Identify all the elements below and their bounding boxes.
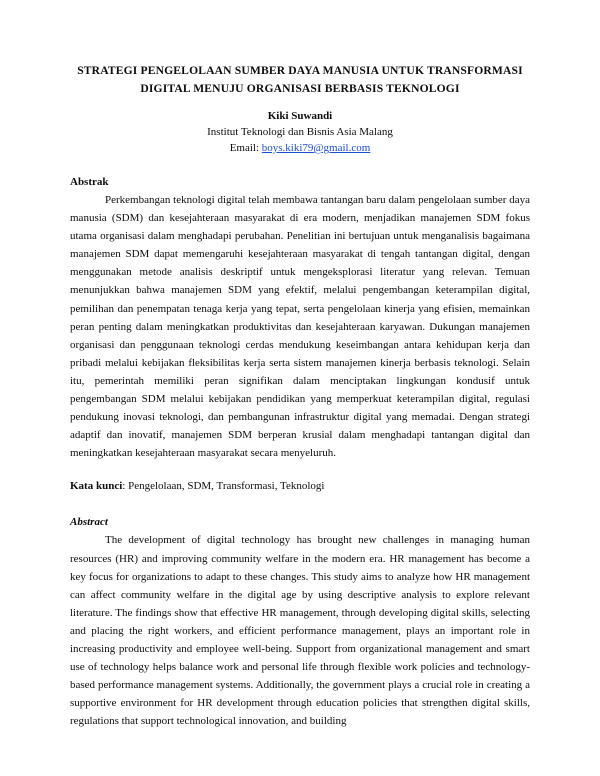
abstract-en-body: The development of digital technology has brought new challenges in managing human resources (HR) and improving community welfare in the modern era. HR management has become a key focus for organizations to adapt to these changes. This study aims to analyze how HR management can affect community welfare in the digital age by using descriptive analysis to explore relevant literature. The findings show that effective HR management, through developing digital skills, selecting and placing the right workers, and efficient performance management, plays an important role in increasing productivity and employee well-being. Support from organizational management and smart use of technology helps balance work and personal life through flexible work policies and technology-based performance management systems. Additionally, the government plays a crucial role in creating a supportive environment for HR development through education policies that strengthen digital skills, regulations that support technological innovation, and building — [70, 534, 530, 728]
email-label: Email: — [229, 142, 260, 154]
keywords-separator: : — [122, 480, 129, 493]
email-line — [70, 140, 530, 156]
author-affiliation: Institut Teknologi dan Bisnis Asia Malang — [207, 126, 393, 138]
author-name: Kiki Suwandi — [267, 110, 333, 122]
page-content — [70, 62, 530, 730]
keywords-value: Pengelolaan, SDM, Transformasi, Teknologi — [128, 480, 325, 493]
abstrak-heading: Abstrak — [70, 176, 109, 188]
page-title: STRATEGI PENGELOLAAN SUMBER DAYA MANUSIA UNTUK TRANSFORMASI DIGITAL MENUJU ORGANISASI BERBASIS TEKNOLOGI — [77, 64, 523, 95]
keywords-line — [70, 478, 530, 494]
keywords-label: Kata kunci — [70, 480, 123, 493]
abstrak-body: Perkembangan teknologi digital telah membawa tantangan baru dalam pengelolaan sumber daya manusia (SDM) dan kesejahteraan masyarakat di era modern, menjadikan manajemen SDM fokus utama organisasi dalam menghadapi perubahan. Penelitian ini bertujuan untuk menganalisis bagaimana manajemen SDM dapat memengaruhi kesejahteraan masyarakat di tengah tantangan digital, dengan menggunakan metode analisis deskriptif untuk mengeksplorasi literatur yang relevan. Temuan menunjukkan bahwa manajemen SDM yang efektif, melalui pengembangan keterampilan digital, pemilihan dan penempatan tenaga kerja yang tepat, serta pengelolaan kinerja yang efisien, memainkan peran penting dalam meningkatkan produktivitas dan kesejahteraan karyawan. Dukungan manajemen organisasi dan penggunaan teknologi cerdas mendukung keseimbangan antara kehidupan kerja dan pribadi melalui kebijakan fleksibilitas kerja serta sistem manajemen kinerja berbasis teknologi. Selain itu, pemerintah memiliki peran signifikan dalam menciptakan lingkungan kondusif untuk pengembangan SDM melalui kebijakan pendidikan yang memperkuat keterampilan digital, regulasi pendukung inovasi teknologi, dan pembangunan infrastruktur digital yang memadai. Dengan strategi adaptif dan inovatif, manajemen SDM berperan krusial dalam menghadapi tantangan digital dan meningkatkan kesejahteraan masyarakat secara menyeluruh. — [70, 194, 530, 460]
section-spacer — [70, 494, 530, 514]
email-link[interactable]: boys.kiki79@gmail.com — [261, 142, 371, 154]
abstract-en-heading: Abstract — [70, 516, 108, 529]
